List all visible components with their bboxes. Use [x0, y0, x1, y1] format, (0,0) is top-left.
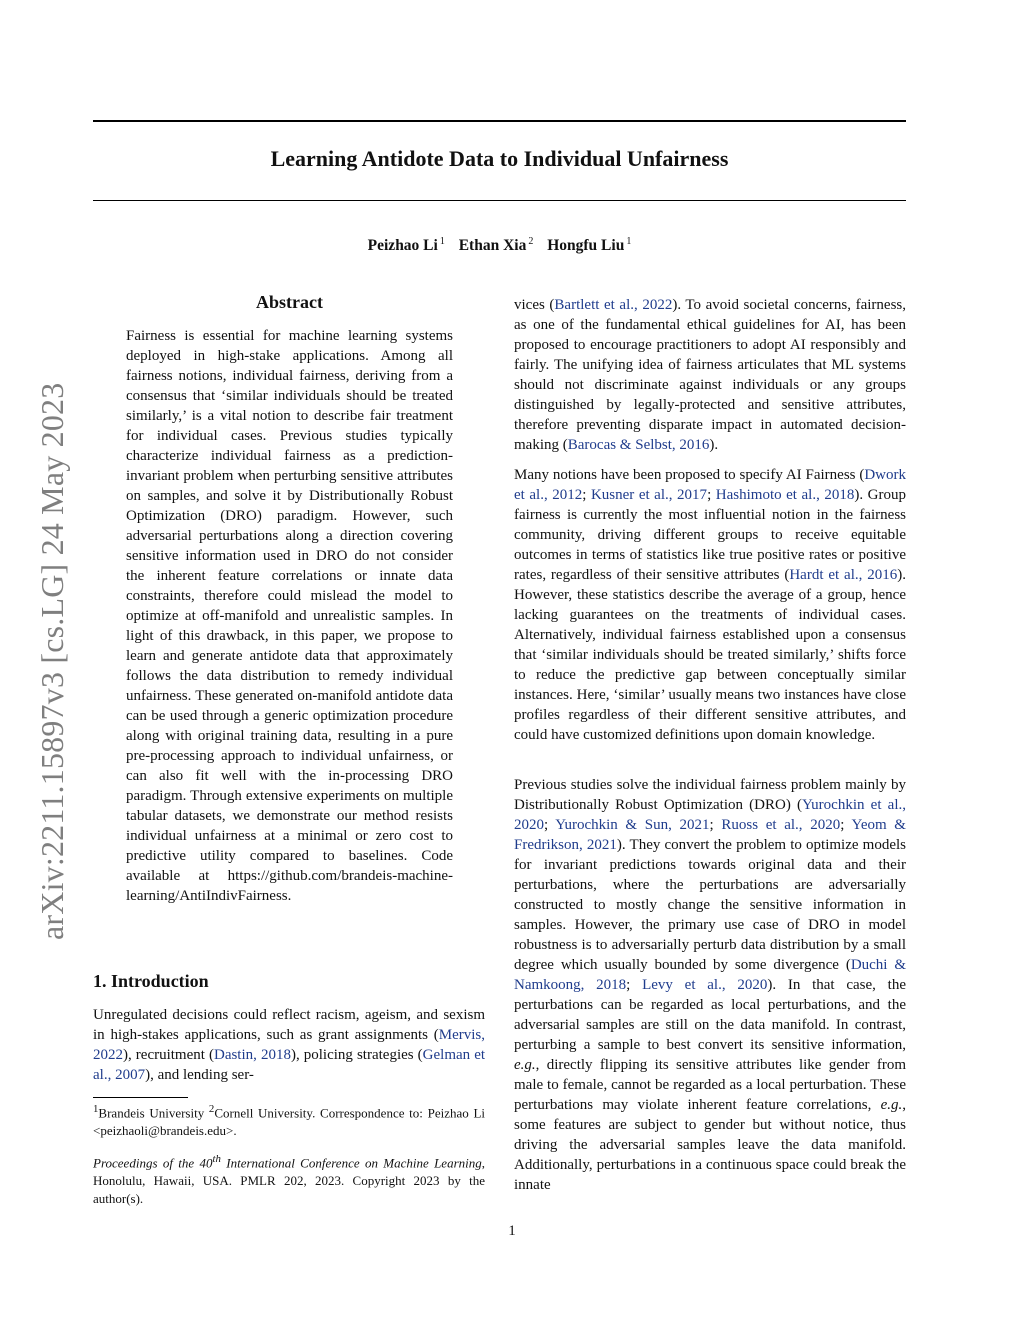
citation-link[interactable]: Duchi & Namkoong, 2018 — [514, 957, 906, 993]
text-run: , Honolulu, Hawaii, USA. PMLR 202, 2023. Copyright 2023 by the author(s). — [93, 1155, 485, 1207]
text-run: ; — [709, 817, 722, 833]
citation-link[interactable]: Yurochkin & Sun, 2021 — [555, 817, 710, 833]
citation-link[interactable]: Hashimoto et al., 2018 — [715, 487, 855, 503]
superscript: 1 — [93, 1103, 99, 1115]
author-name: Peizhao Li — [367, 237, 438, 255]
arxiv-stamp: arXiv:2211.15897v3 [cs.LG] 24 May 2023 — [34, 382, 70, 940]
author-name: Hongfu Liu — [547, 237, 625, 255]
text-run: , directly flipping its sensitive attributes like gender from male to female, cannot be regarded as a local perturbation. These perturbations may violate inherent feature correlations, — [514, 1057, 906, 1113]
superscript: th — [212, 1153, 221, 1165]
text-run: ; — [707, 487, 716, 503]
author — [547, 237, 631, 254]
author-affiliation-mark: 2 — [528, 236, 534, 247]
abstract-heading: Abstract — [256, 292, 323, 312]
abstract-text: Fairness is essential for machine learning systems deployed in high-stake applications. Among all fairness notions, individual fairness, deriving from a consensus that ‘similar individuals should be treated similarly,’ is a vital notion to describe fair treatment for individual cases. Previous studies typically characterize individual fairness as a prediction-invariant problem when perturbing sensitive attributes on samples, and solve it by Distributionally Robust Optimization (DRO) paradigm. However, such adversarial perturbations along a direction covering sensitive information used in DRO do not consider the inherent feature correlations or innate data constraints, therefore could mislead the model to optimize at off-manifold and unrealistic samples. In light of this drawback, in this paper, we propose to learn and generate antidote data that approximately follows the data distribution to remedy individual unfairness. These generated on-manifold antidote data can be used through a generic optimization procedure along with original training data, resulting in a pure pre-processing approach to individual unfairness, or can also fit well with the in-processing DRO paradigm. Through extensive experiments on multiple tabular datasets, we demonstrate our method resists individual unfairness at a minimal or zero cost to predictive utility compared to baselines. Code available at https://github.com/brandeis-machine-learning/AntiIndivFairness. — [126, 328, 453, 904]
text-run: ). They convert the problem to optimize models for invariant predictions towards original data and their perturbations, where the perturbations are adversarially constructed to mostly change the sensitive information in samples. However, the primary use case of DRO in model robustness is to adversarially perturb data distribution by a small degree which usually bounded by some divergence ( — [514, 837, 906, 973]
citation-link[interactable]: Yurochkin et al., 2020 — [514, 797, 906, 833]
text-run: Cornell University. Correspondence to: Peizhao Li <peizhaoli@brandeis.edu>. — [93, 1105, 486, 1139]
text-run: ), and lending ser- — [145, 1067, 254, 1083]
citation-link[interactable]: Barocas & Selbst, 2016 — [567, 437, 710, 453]
citation-link[interactable]: Bartlett et al., 2022 — [554, 297, 673, 313]
footnote-proceedings — [93, 1150, 485, 1208]
text-run: ; — [582, 487, 591, 503]
author-list — [93, 236, 906, 255]
section-heading-introduction: 1. Introduction — [93, 971, 209, 991]
text-run: Previous studies solve the individual fairness problem mainly by Distributionally Robust Optimization (DRO) ( — [514, 777, 906, 813]
citation-link[interactable]: Yeom & Fredrikson, 2021 — [514, 817, 906, 853]
citation-link[interactable]: Gelman et al., 2007 — [93, 1047, 486, 1083]
author — [459, 237, 534, 254]
intro-paragraph-left — [93, 1005, 485, 1085]
author-affiliation-mark: 1 — [439, 236, 445, 247]
text-run: , some features are subject to gender but without notice, thus driving the adversarial samples leave the data manifold. Additionally, perturbations in a continuous space could break the innate — [514, 1097, 906, 1193]
citation-link[interactable]: Dastin, 2018 — [213, 1047, 291, 1063]
text-run: ). To avoid societal concerns, fairness, as one of the fundamental ethical guidelines for AI, has been proposed to encourage practitioners to adopt AI responsibly and fairly. The unifying idea of fairness articulates that ML systems should not discriminate against individuals or any groups distinguished by legally-protected and sensitive attributes, therefore preventing disparate impact in automated decision-making ( — [514, 297, 906, 453]
text-run: ; — [626, 977, 643, 993]
text-run: ). However, these statistics describe the average of a group, hence lacking guarantees on the treatments of individual cases. Alternatively, individual fairness established upon a consensus that ‘similar individuals should be treated similarly,’ shifts force to reduce the predictive gap between conceptually similar instances. Here, ‘similar’ usually means two instances have close profiles regardless of their different sensitive attributes, and could have customized definitions upon domain knowledge. — [514, 567, 906, 743]
citation-link[interactable]: Dwork et al., 2012 — [514, 467, 906, 503]
text-run: Proceedings of the — [93, 1155, 200, 1171]
text-run: ), policing strategies ( — [290, 1047, 423, 1063]
footnote-affiliations — [93, 1100, 485, 1140]
text-run: ), recruitment ( — [123, 1047, 214, 1063]
citation-link[interactable]: Kusner et al., 2017 — [590, 487, 708, 503]
text-run: e.g. — [514, 1057, 536, 1073]
text-run: ; — [544, 817, 556, 833]
footnote-rule — [93, 1097, 188, 1098]
citation-link[interactable]: Levy et al., 2020 — [642, 977, 768, 993]
citation-link[interactable]: Ruoss et al., 2020 — [721, 817, 841, 833]
paper-title: Learning Antidote Data to Individual Unfairness — [270, 146, 729, 171]
text-run: ). — [709, 437, 719, 453]
citation-link[interactable]: Hardt et al., 2016 — [789, 567, 898, 583]
author-name: Ethan Xia — [458, 237, 527, 255]
title-rule-top — [93, 120, 906, 122]
citation-link[interactable]: Mervis, 2022 — [93, 1027, 485, 1063]
text-run: vices ( — [514, 297, 555, 313]
title-rule-bottom — [93, 200, 906, 201]
superscript: 2 — [208, 1103, 215, 1115]
page-number: 1 — [508, 1223, 516, 1239]
text-run: International Conference on Machine Learning — [220, 1155, 482, 1171]
intro-paragraph-right-1 — [514, 295, 906, 455]
intro-paragraph-right-3 — [514, 775, 906, 1195]
text-run: Unregulated decisions could reflect racism, ageism, and sexism in high-stakes applications, such as grant assignments ( — [93, 1007, 485, 1043]
text-run: Brandeis University — [98, 1105, 209, 1121]
author-affiliation-mark: 1 — [626, 236, 632, 247]
text-run: ). Group fairness is currently the most influential notion in the fairness community, driving different groups to receive equitable outcomes in terms of statistics like true positive rates or positive rates, regardless of their sensitive attributes ( — [514, 487, 907, 583]
text-run: ). In that case, the perturbations can be regarded as local perturbations, and the adversarial samples are still on the data manifold. In contrast, perturbing a sample to best convert its sensitive information, — [514, 977, 906, 1053]
text-run: e.g. — [880, 1097, 903, 1113]
intro-paragraph-right-2 — [514, 465, 906, 745]
author — [368, 237, 445, 254]
text-run: ; — [840, 817, 852, 833]
text-run: Many notions have been proposed to specify AI Fairness ( — [514, 467, 865, 483]
text-run: 40 — [199, 1155, 213, 1171]
